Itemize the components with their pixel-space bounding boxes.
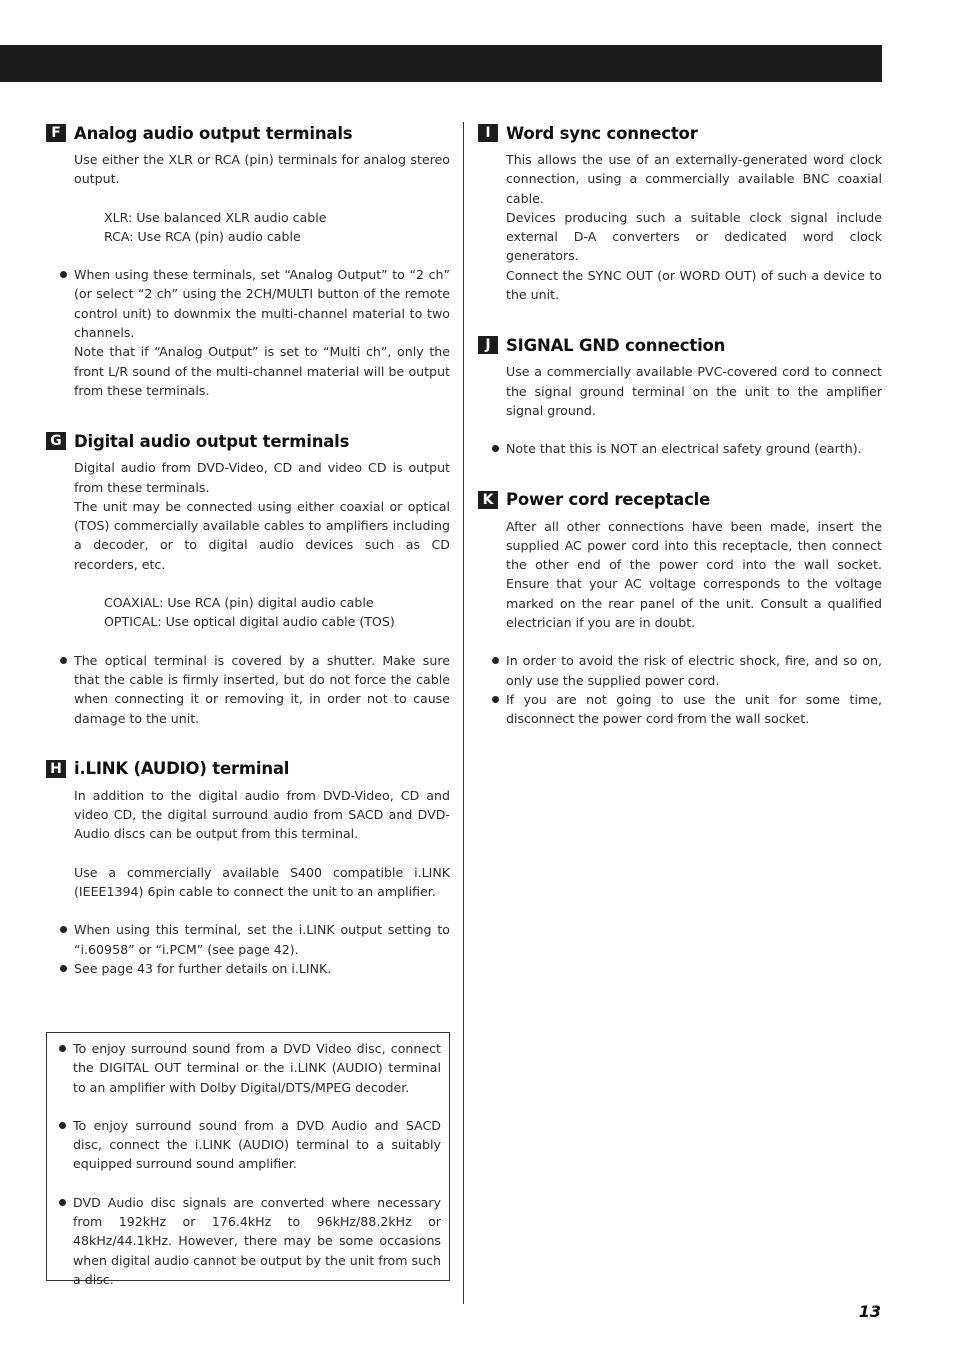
note-item: To enjoy surround sound from a DVD Audio and SACD disc, connect the i.LINK (AUDIO) terminal to a suitably equipped surround sound amplifier.: [73, 1116, 441, 1174]
paragraph: Connect the SYNC OUT (or WORD OUT) of such a device to the unit.: [506, 267, 882, 303]
paragraph: In addition to the digital audio from DVD-Video, CD and video CD, the digital surround audio from SACD and DVD-Audio discs can be output from this terminal.: [74, 787, 450, 842]
section-analog-audio-output: [46, 122, 450, 400]
section-digital-audio-output: [46, 430, 450, 728]
paragraph: Devices producing such a suitable clock signal include external D-A converters or dedicated word clock generators.: [506, 209, 882, 264]
section-letter-badge: G: [46, 432, 66, 450]
bullet-list: [506, 651, 882, 728]
paragraph: This allows the use of an externally-generated word clock connection, using a commercially available BNC coaxial cable.: [506, 152, 882, 206]
section-body: [74, 150, 450, 400]
bullet-item: See page 43 for further details on i.LINK.: [74, 959, 450, 978]
section-body: [74, 786, 450, 978]
section-letter-badge: H: [46, 760, 66, 778]
bullet-item: The optical terminal is covered by a shutter. Make sure that the cable is firmly inserted, but do not force the cable when connecting it or removing it, in order not to cause damage to the unit.: [74, 651, 450, 728]
section-heading: [478, 122, 882, 144]
section-title: SIGNAL GND connection: [506, 335, 726, 355]
bullet-list: [74, 265, 450, 400]
section-ilink-audio-terminal: [46, 758, 450, 978]
section-heading: [46, 122, 450, 144]
section-letter-badge: I: [478, 124, 498, 142]
bullet-item: When using this terminal, set the i.LINK output setting to “i.60958” or “i.PCM” (see page 42).: [74, 920, 450, 959]
section-title: i.LINK (AUDIO) terminal: [74, 759, 290, 779]
section-body: [74, 458, 450, 728]
section-title: Analog audio output terminals: [74, 123, 353, 143]
cable-item: XLR: Use balanced XLR audio cable: [104, 209, 327, 225]
header-bar: [0, 45, 882, 82]
section-letter-badge: J: [478, 336, 498, 354]
section-letter-badge: F: [46, 124, 66, 142]
section-title: Word sync connector: [506, 123, 698, 143]
section-heading: [46, 758, 450, 780]
bullet-item: If you are not going to use the unit for some time, disconnect the power cord from the wall socket.: [506, 690, 882, 729]
bullet-list: [74, 651, 450, 728]
cable-item: OPTICAL: Use optical digital audio cable (TOS): [104, 614, 395, 630]
section-heading: [478, 489, 882, 511]
bullet-item: When using these terminals, set “Analog Output” to “2 ch” (or select “2 ch” using the 2CH/MULTI button of the remote control unit) to downmix the multi-channel material to two channels. Note that if “Analog Output” is set to “Multi ch”, only the front L/R sound of the multi-channel material will be output from these terminals.: [74, 265, 450, 400]
section-title: Power cord receptacle: [506, 490, 711, 510]
note-item: To enjoy surround sound from a DVD Video disc, connect the DIGITAL OUT terminal or the i.LINK (AUDIO) terminal to an amplifier with Dolby Digital/DTS/MPEG decoder.: [73, 1039, 441, 1097]
notes-box: [46, 1032, 450, 1287]
paragraph: Digital audio from DVD-Video, CD and video CD is output from these terminals.: [74, 460, 450, 495]
cable-list: [104, 593, 450, 632]
left-column: [46, 122, 450, 1008]
section-letter-badge: K: [478, 491, 498, 509]
bullet-list: [506, 439, 882, 458]
page-number: 13: [858, 1302, 881, 1321]
cable-item: COAXIAL: Use RCA (pin) digital audio cable: [104, 595, 374, 611]
bullet-item: Note that this is NOT an electrical safety ground (earth).: [506, 439, 882, 458]
note-item: DVD Audio disc signals are converted where necessary from 192kHz or 176.4kHz to 96kHz/88.2kHz or 48kHz/44.1kHz. However, there may be some occasions when digital audio cannot be output by the unit from such a disc.: [73, 1193, 441, 1289]
section-body: [506, 150, 882, 304]
section-title: Digital audio output terminals: [74, 431, 350, 451]
section-power-cord-receptacle: [478, 489, 882, 729]
cable-list: [104, 208, 450, 247]
cable-item: RCA: Use RCA (pin) audio cable: [104, 228, 301, 244]
bullet-note: Note that if “Analog Output” is set to “Multi ch”, only the front L/R sound of the multi-channel material will be output from these terminals.: [74, 344, 450, 398]
section-heading: [478, 334, 882, 356]
bullet-item: In order to avoid the risk of electric shock, fire, and so on, only use the supplied power cord.: [506, 651, 882, 690]
paragraph: After all other connections have been made, insert the supplied AC power cord into this receptacle, then connect the other end of the power cord into the wall socket. Ensure that your AC voltage corresponds to the voltage marked on the rear panel of the unit. Consult a qualified electrician if you are in doubt.: [506, 518, 882, 631]
paragraph: Use either the XLR or RCA (pin) terminals for analog stereo output.: [74, 152, 450, 187]
paragraph: Use a commercially available S400 compatible i.LINK (IEEE1394) 6pin cable to connect the unit to an amplifier.: [74, 864, 450, 900]
section-word-sync-connector: [478, 122, 882, 304]
section-heading: [46, 430, 450, 452]
section-body: [506, 517, 882, 729]
paragraph: The unit may be connected using either coaxial or optical (TOS) commercially available cables to amplifiers including a decoder, or to digital audio devices such as CD recorders, etc.: [74, 498, 450, 572]
paragraph: Use a commercially available PVC-covered cord to connect the signal ground terminal on the unit to the amplifier signal ground.: [506, 364, 882, 418]
section-signal-gnd-connection: [478, 334, 882, 458]
right-column: [478, 122, 882, 759]
section-body: [506, 362, 882, 458]
bullet-list: [74, 920, 450, 978]
column-divider: [463, 122, 464, 1304]
notes-list: [73, 1039, 441, 1289]
